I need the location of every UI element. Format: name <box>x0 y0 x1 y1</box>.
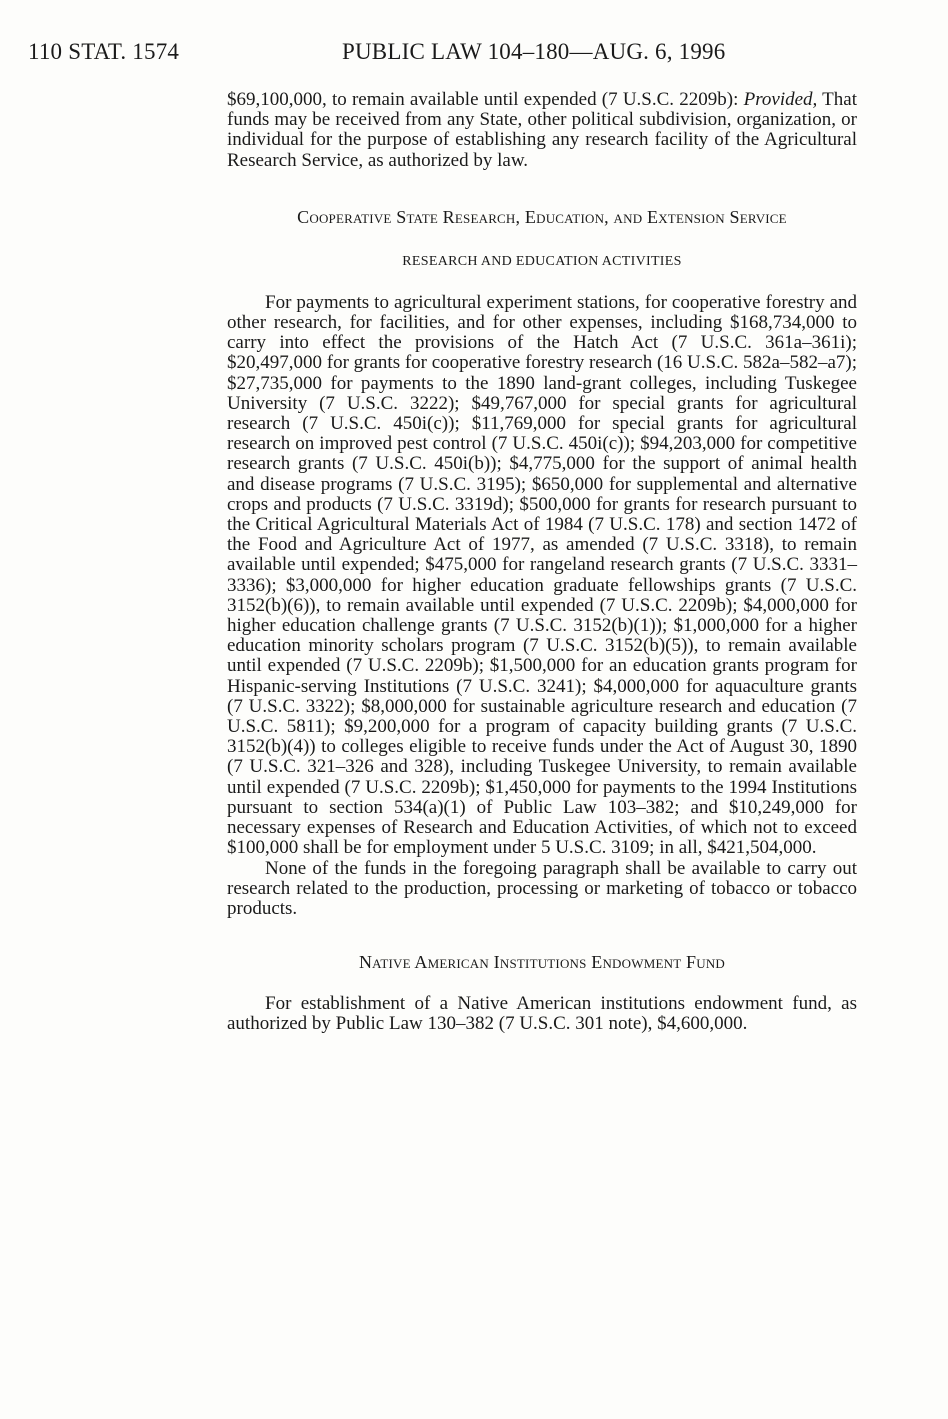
provided-keyword: Provided, <box>743 89 818 110</box>
page-body <box>227 90 857 1035</box>
tobacco-restriction-paragraph: None of the funds in the foregoing paragraph shall be available to carry out research related to the production, processing or marketing of tobacco or tobacco products. <box>227 857 857 919</box>
endowment-paragraph: For establishment of a Native American institutions endowment fund, as authorized by Public Law 130–382 (7 U.S.C. 301 note), $4,600,000. <box>227 993 857 1035</box>
agency-heading: Cooperative State Research, Education, and Extension Service <box>297 206 787 227</box>
endowment-heading: Native American Institutions Endowment Fund <box>358 952 726 973</box>
account-subheading: RESEARCH AND EDUCATION ACTIVITIES <box>402 253 682 269</box>
continuation-lead: $69,100,000, to remain available until expended (7 U.S.C. 2209b): <box>227 89 744 110</box>
public-law-citation: PUBLIC LAW 104–180—AUG. 6, 1996 <box>342 39 726 64</box>
continuation-rest: That funds may be received from any State, other political subdivision, organization, or individual for the purpose of establishing any research facility of the Agricultural Research Service, as authorized by law. <box>227 89 857 171</box>
continuation-paragraph <box>227 90 857 171</box>
statute-citation: 110 STAT. 1574 <box>28 39 180 64</box>
running-head <box>28 36 888 68</box>
appropriation-paragraph: For payments to agricultural experiment stations, for cooperative forestry and other research, for facilities, and for other expenses, including $168,734,000 to carry into effect the provisions of the Hatch Act (7 U.S.C. 361a–361i); $20,497,000 for grants for cooperative forestry research (16 U.S.C. 582a–582–a7); $27,735,000 for payments to the 1890 land-grant colleges, including Tuskegee University (7 U.S.C. 3222); $49,767,000 for special grants for agricultural research (7 U.S.C. 450i(c)); $11,769,000 for special grants for agricultural research on improved pest control (7 U.S.C. 450i(c)); $94,203,000 for competitive research grants (7 U.S.C. 450i(b)); $4,775,000 for the support of animal health and disease programs (7 U.S.C. 3195); $650,000 for supplemental and alternative crops and products (7 U.S.C. 3319d); $500,000 for grants for research pursuant to the Critical Agricultural Materials Act of 1984 (7 U.S.C. 178) and section 1472 of the Food and Agriculture Act of 1977, as amended (7 U.S.C. 3318), to remain available until expended; $475,000 for rangeland research grants (7 U.S.C. 3331–3336); $3,000,000 for higher education graduate fellowships grants (7 U.S.C. 3152(b)(6)), to remain available until expended (7 U.S.C. 2209b); $4,000,000 for higher education challenge grants (7 U.S.C. 3152(b)(1)); $1,000,000 for a higher education minority scholars program (7 U.S.C. 3152(b)(5)), to remain available until expended (7 U.S.C. 2209b); $1,500,000 for an education grants program for Hispanic-serving Institutions (7 U.S.C. 3241); $4,000,000 for aquaculture grants (7 U.S.C. 3322); $8,000,000 for sustainable agriculture research and education (7 U.S.C. 5811); $9,200,000 for a program of capacity building grants (7 U.S.C. 3152(b)(4)) to colleges eligible to receive funds under the Act of August 30, 1890 (7 U.S.C. 321–326 and 328), including Tuskegee University, to remain available until expended (7 U.S.C. 2209b); $1,450,000 for payments to the 1994 Institutions pursuant to section 534(a)(1) of Public Law 103–382; and $10,249,000 for necessary expenses of Research and Education Activities, of which not to exceed $100,000 shall be for employment under 5 U.S.C. 3109; in all, $421,504,000. <box>227 291 857 859</box>
